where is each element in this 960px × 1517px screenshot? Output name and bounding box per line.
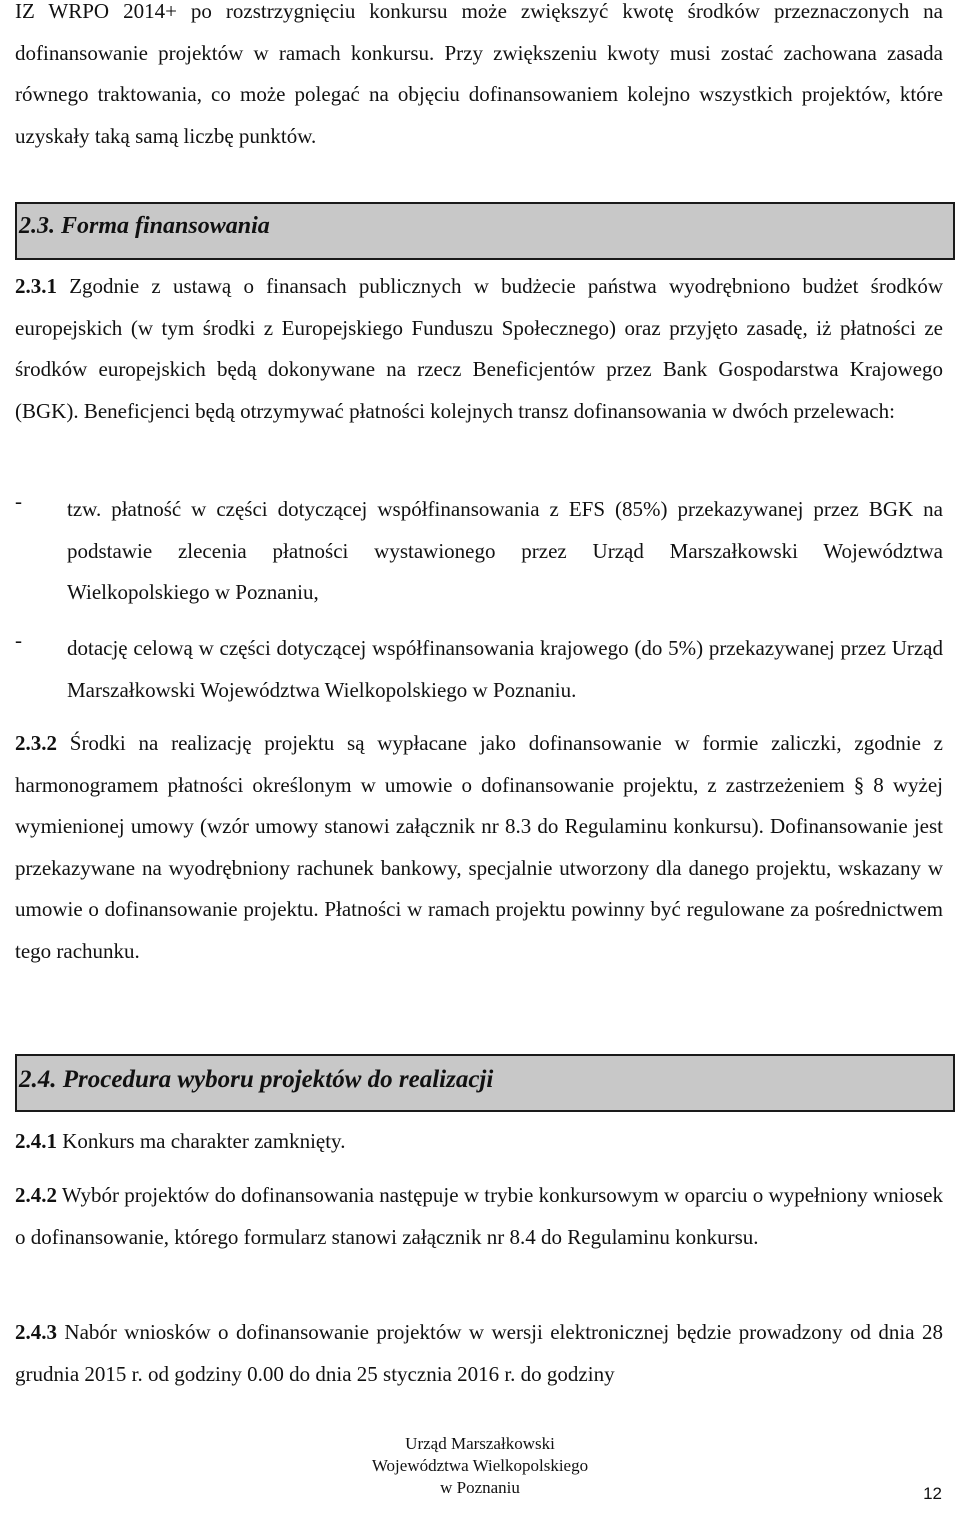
list-item-text: tzw. płatność w części dotyczącej współfinansowania z EFS (85%) przekazywanej przez BGK na podstawie zlecenia płatności wystawionego przez Urząd Marszałkowski Województwa Wielkopolskiego w Poznaniu, — [67, 497, 943, 604]
footer-line: w Poznaniu — [440, 1478, 520, 1497]
list-item — [15, 628, 943, 711]
paragraph-number: 2.3.2 — [15, 731, 57, 755]
section-heading-2-3 — [15, 202, 955, 260]
paragraph-number: 2.3.1 — [15, 274, 57, 298]
paragraph-number: 2.4.2 — [15, 1183, 57, 1207]
paragraph-text: Konkurs ma charakter zamknięty. — [57, 1129, 346, 1153]
paragraph-2-3-2 — [15, 723, 943, 972]
paragraph-number: 2.4.3 — [15, 1320, 57, 1344]
section-heading-2-4 — [15, 1054, 955, 1112]
section-heading-2-3-text: 2.3. Forma finansowania — [19, 213, 270, 239]
paragraph-2-4-3 — [15, 1312, 943, 1395]
page-number: 12 — [923, 1484, 942, 1503]
paragraph-2-4-1 — [15, 1121, 943, 1163]
list-item — [15, 489, 943, 614]
paragraph-text: Wybór projektów do dofinansowania następuje w trybie konkursowym w oparciu o wypełniony wniosek o dofinansowanie, którego formularz stanowi załącznik nr 8.4 do Regulaminu konkursu. — [15, 1183, 943, 1249]
paragraph-text: Nabór wniosków o dofinansowanie projektów w wersji elektronicznej będzie prowadzony od dnia 28 grudnia 2015 r. od godziny 0.00 do dnia 25 stycznia 2016 r. do godziny — [15, 1320, 943, 1386]
section-heading-2-4-text: 2.4. Procedura wyboru projektów do realizacji — [19, 1066, 494, 1093]
paragraph-number: 2.4.1 — [15, 1129, 57, 1153]
intro-paragraph: IZ WRPO 2014+ po rozstrzygnięciu konkursu może zwiększyć kwotę środków przeznaczonych na dofinansowanie projektów w ramach konkursu. Przy zwiększeniu kwoty musi zostać zachowana zasada równego traktowania, co może polegać na objęciu dofinansowaniem kolejno wszystkich projektów, które uzyskały taką samą liczbę punktów. — [15, 0, 943, 148]
paragraph-text: Środki na realizację projektu są wypłacane jako dofinansowanie w formie zaliczki, zgodnie z harmonogramem płatności określonym w umowie o dofinansowanie projektu, z zastrzeżeniem § 8 wyżej wymienionej umowy (wzór umowy stanowi załącznik nr 8.3 do Regulaminu konkursu). Dofinansowanie jest przekazywane na wyodrębniony rachunek bankowy, specjalnie utworzony dla danego projektu, wskazany w umowie o dofinansowanie projektu. Płatności w ramach projektu powinny być regulowane za pośrednictwem tego rachunku. — [15, 731, 943, 963]
list-item-text: dotację celową w części dotyczącej współfinansowania krajowego (do 5%) przekazywanej przez Urząd Marszałkowski Województwa Wielkopolskiego w Poznaniu. — [67, 636, 943, 702]
page-footer — [0, 1433, 960, 1499]
dash-bullet: - — [15, 628, 22, 652]
paragraph-2-3-1 — [15, 266, 943, 432]
footer-line: Województwa Wielkopolskiego — [371, 1456, 589, 1475]
footer-line: Urząd Marszałkowski — [405, 1434, 555, 1453]
dash-bullet: - — [15, 489, 22, 513]
paragraph-text: Zgodnie z ustawą o finansach publicznych w budżecie państwa wyodrębniono budżet środków europejskich (w tym środki z Europejskiego Funduszu Społecznego) oraz przyjęto zasadę, iż płatności ze środków europejskich będą dokonywane na rzecz Beneficjentów przez Bank Gospodarstwa Krajowego (BGK). Beneficjenci będą otrzymywać płatności kolejnych transz dofinansowania w dwóch przelewach: — [15, 274, 943, 423]
paragraph-2-4-2 — [15, 1175, 943, 1258]
